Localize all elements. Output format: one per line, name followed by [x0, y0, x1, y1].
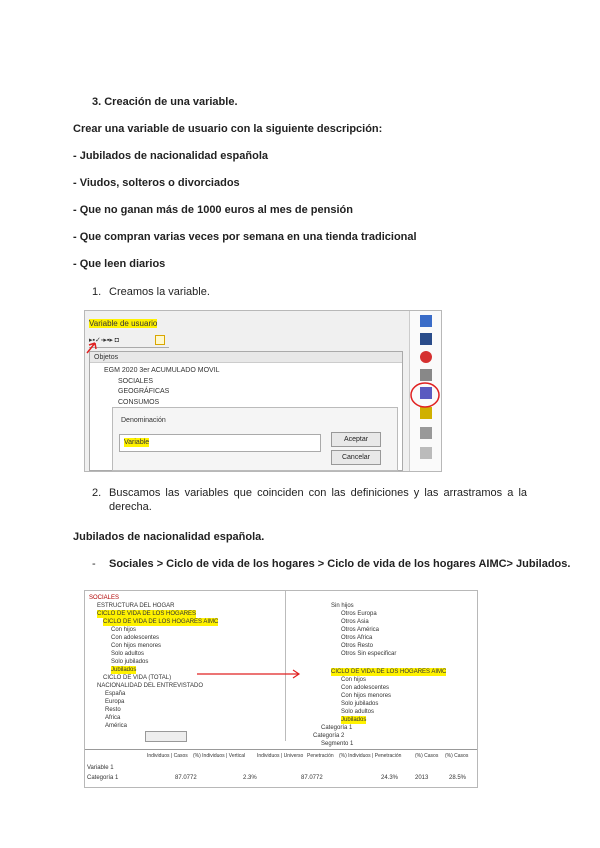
right-tree-item[interactable]: Otros Sin especificar: [341, 651, 397, 657]
left-tree-item[interactable]: Solo jubilados: [111, 659, 149, 665]
path-text: Sociales > Ciclo de vida de los hogares > Ciclo de vida de los hogares AIMC> Jubilados.: [109, 558, 571, 570]
left-tree-item[interactable]: Africa: [105, 715, 121, 721]
denominacion-label: Denominación: [121, 417, 166, 424]
right-tree-item[interactable]: Con hijos: [341, 677, 367, 683]
table-cell: 87.0772: [175, 775, 197, 781]
screenshot-variable-selection: [84, 590, 478, 788]
table-cell: 2013: [415, 775, 429, 781]
intro-text: Crear una variable de usuario con la siguiente descripción:: [73, 123, 383, 135]
right-tree-item[interactable]: Con adolescentes: [341, 685, 390, 691]
left-tree-item[interactable]: CICLO DE VIDA DE LOS HOGARES AIMC: [103, 619, 219, 625]
table-row-label[interactable]: Variable 1: [87, 765, 114, 771]
annotation-overlay: [85, 311, 441, 471]
screenshot-variable-dialog: [84, 310, 442, 472]
right-tree-item[interactable]: Categoría 1: [321, 725, 353, 731]
cancel-button[interactable]: Cancelar: [331, 450, 381, 465]
input-value: Variable: [124, 439, 150, 446]
dialog-title: Variable de usuario: [89, 319, 158, 328]
step1-number: 1.: [92, 286, 102, 298]
tree-item-geograficas[interactable]: GEOGRÁFICAS: [118, 388, 170, 395]
table-cell: 28.5%: [449, 775, 467, 781]
left-tree-item[interactable]: CICLO DE VIDA (TOTAL): [103, 675, 172, 681]
left-tree-item[interactable]: Jubilados: [111, 667, 137, 673]
tree-item-sociales[interactable]: SOCIALES: [118, 378, 154, 385]
new-icon[interactable]: ▸▪✓▫▸▪▸ ◘: [89, 337, 120, 344]
right-tree-item[interactable]: Solo adultos: [341, 709, 375, 715]
left-tree-item[interactable]: NACIONALIDAD DEL ENTREVISTADO: [97, 683, 204, 689]
right-tree-item[interactable]: CICLO DE VIDA DE LOS HOGARES AIMC: [331, 669, 447, 675]
left-tree-item[interactable]: Con hijos: [111, 627, 137, 633]
subheading: Jubilados de nacionalidad española.: [73, 531, 265, 543]
left-tree-item[interactable]: Resto: [105, 707, 121, 713]
path-bullet: -: [92, 558, 96, 570]
tree-item-consumos[interactable]: CONSUMOS: [118, 399, 160, 406]
left-tree-item[interactable]: CICLO DE VIDA DE LOS HOGARES: [97, 611, 197, 617]
red-arrow-icon: [87, 343, 96, 353]
section-title: 3. Creación de una variable.: [92, 96, 238, 108]
red-circle-highlight: [411, 383, 439, 407]
table-header: (%) Individuos | Penetración: [339, 753, 402, 759]
criterion-1: - Jubilados de nacionalidad española: [73, 150, 268, 162]
accept-button[interactable]: Aceptar: [331, 432, 381, 447]
right-tree-item[interactable]: Otros Asia: [341, 619, 369, 625]
right-tree-item[interactable]: Con hijos menores: [341, 693, 392, 699]
table-header: Penetración: [307, 753, 334, 759]
step2-text: Buscamos las variables que coinciden con las definiciones y las arrastramos a la derecha.: [109, 487, 527, 513]
left-tree-item[interactable]: España: [105, 691, 126, 697]
left-tree-item[interactable]: Con hijos menores: [111, 643, 162, 649]
right-tree-item[interactable]: Categoría 2: [313, 733, 345, 739]
left-tree-item[interactable]: SOCIALES: [89, 595, 120, 601]
right-tree-item[interactable]: Otros Africa: [341, 635, 373, 641]
objects-header: Objetos: [94, 354, 119, 361]
right-tree-item[interactable]: Otros Resto: [341, 643, 374, 649]
table-header: Individuos | Casos: [147, 753, 188, 759]
table-header: (%) Casos: [415, 753, 439, 759]
table-header: (%) Casos: [445, 753, 469, 759]
right-tree-item[interactable]: Solo jubilados: [341, 701, 379, 707]
table-header: (%) Individuos | Vertical: [193, 753, 246, 759]
criterion-3: - Que no ganan más de 1000 euros al mes de pensión: [73, 204, 353, 216]
criterion-5: - Que leen diarios: [73, 258, 166, 270]
criterion-2: - Viudos, solteros o divorciados: [73, 177, 240, 189]
right-tree-item[interactable]: Segmento 1: [321, 741, 354, 747]
left-tree-item[interactable]: América: [105, 723, 128, 729]
table-cell: 87.0772: [301, 775, 323, 781]
left-tree-item[interactable]: Solo adultos: [111, 651, 145, 657]
results-table: [85, 749, 477, 788]
right-tree-item[interactable]: Otros Europa: [341, 611, 377, 617]
right-tree-item[interactable]: Otros América: [341, 627, 380, 633]
step2-number: 2.: [92, 487, 102, 499]
left-tree-item[interactable]: ESTRUCTURA DEL HOGAR: [97, 603, 175, 609]
left-tree-item[interactable]: Europa: [105, 699, 125, 705]
table-row-label[interactable]: Categoría 1: [87, 775, 119, 781]
table-cell: 24.3%: [381, 775, 399, 781]
criterion-4: - Que compran varias veces por semana en una tienda tradicional: [73, 231, 417, 243]
drag-arrow-overlay: [85, 591, 477, 751]
right-tree-item[interactable]: Sin hijos: [331, 603, 354, 609]
table-header: Individuos | Universo: [257, 753, 304, 759]
table-cell: 2.3%: [243, 775, 257, 781]
right-tree-item[interactable]: Jubilados: [341, 717, 367, 723]
tree-root[interactable]: EGM 2020 3er ACUMULADO MOVIL: [104, 367, 220, 374]
step1-text: Creamos la variable.: [109, 286, 210, 298]
left-tree-item[interactable]: Con adolescentes: [111, 635, 160, 641]
